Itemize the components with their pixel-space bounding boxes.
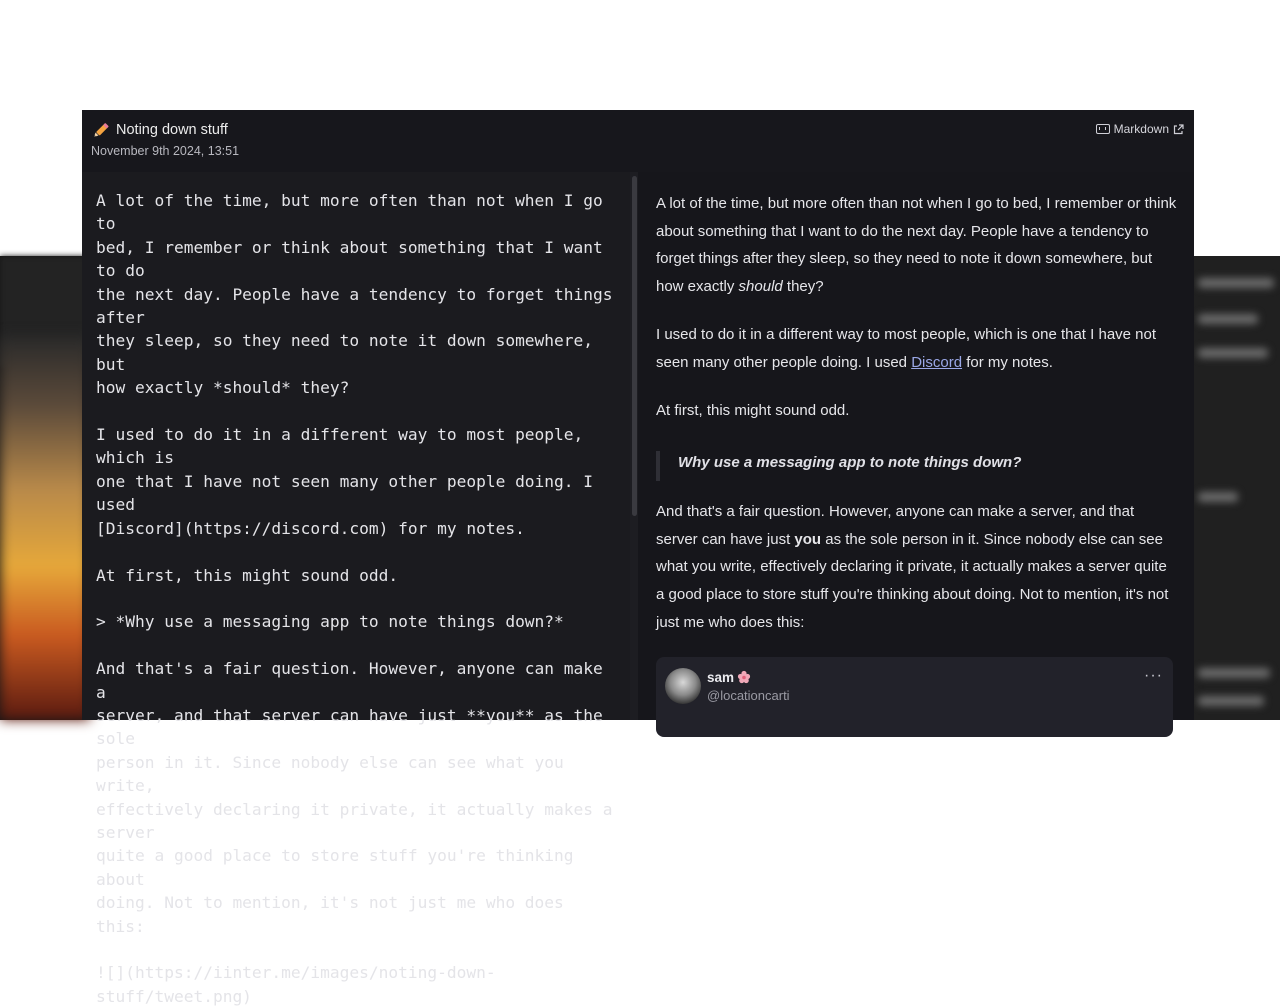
markdown-link[interactable]	[1096, 122, 1184, 136]
blockquote-bar	[656, 451, 660, 481]
tweet-author-handle[interactable]: @locationcarti	[707, 688, 790, 703]
note-window	[82, 110, 1194, 1006]
background-blurred-line	[1198, 668, 1270, 678]
discord-link[interactable]: Discord	[911, 353, 963, 371]
more-options-icon[interactable]: ···	[1144, 667, 1163, 684]
note-title-row	[92, 121, 228, 139]
external-link-icon	[1173, 124, 1184, 135]
note-header	[82, 110, 1194, 172]
markdown-icon	[1096, 124, 1110, 134]
strong-you: you	[794, 530, 822, 548]
background-blurred-line	[1198, 348, 1268, 358]
emphasis-should: should	[738, 278, 783, 296]
markdown-preview	[638, 172, 1194, 720]
editor-text[interactable]: A lot of the time, but more often than not when I go to bed, I remember or think about something that I want to do the next day. People have a tendency to forget things after they sleep, so they need to note it down somewhere, but how exactly *should* they? I used to do it in a different way to most people, which is one that I have not seen many other people doing. I used [Discord](https://discord.com) for my notes. At first, this might sound odd. > *Why use a messaging app to note things down?* And that's a fair question. However, anyone can make a server, and that server can have just **you** as the sole person in it. Since nobody else can see what you write, effectively declaring it private, it actually makes a server quite a good place to store stuff you're thinking about doing. Not to mention, it's not just me who does this: ![](https://iinter.me/images/noting-down- stuff/tweet.png)	[96, 191, 613, 1006]
note-title: Noting down stuff	[116, 122, 228, 138]
background-blurred-line	[1198, 492, 1238, 502]
preview-paragraph-2: I used to do it in a different way to most people, which is one that I have not seen many other people doing. I used Discord for my notes.	[656, 326, 1157, 371]
note-date: November 9th 2024, 13:51	[91, 144, 240, 158]
background-sunset-image	[0, 336, 90, 720]
markdown-link-label: Markdown	[1113, 122, 1169, 136]
preview-paragraph-3: At first, this might sound odd.	[656, 402, 850, 419]
embedded-tweet[interactable]	[656, 657, 1173, 737]
preview-paragraph-4: And that's a fair question. However, anyone can make a server, and that server can have just you as the sole person in it. Since nobody else can see what you write, effectively declaring it private, it actually makes a server quite a good place to store stuff you're thinking about doing. Not to mention, it's not just me who does this:	[656, 503, 1169, 631]
tweet-author-name[interactable]: sam	[707, 670, 751, 685]
pencil-icon	[92, 121, 110, 139]
markdown-editor[interactable]	[82, 172, 630, 1006]
background-blurred-line	[1198, 278, 1274, 288]
background-blurred-line	[1198, 314, 1258, 324]
editor-scroll-thumb[interactable]	[632, 176, 637, 516]
editor-scrollbar[interactable]	[630, 172, 638, 720]
preview-paragraph-1: A lot of the time, but more often than not when I go to bed, I remember or think about something that I want to do the next day. People have a tendency to forget things after they sleep, so they need to note it down somewhere, but how exactly should they?	[656, 195, 1177, 296]
blockquote-text: Why use a messaging app to note things down?	[678, 454, 1022, 471]
flower-icon	[737, 670, 751, 684]
avatar[interactable]	[665, 668, 701, 704]
background-right-panel	[1194, 256, 1280, 720]
background-blurred-line	[1198, 696, 1264, 706]
